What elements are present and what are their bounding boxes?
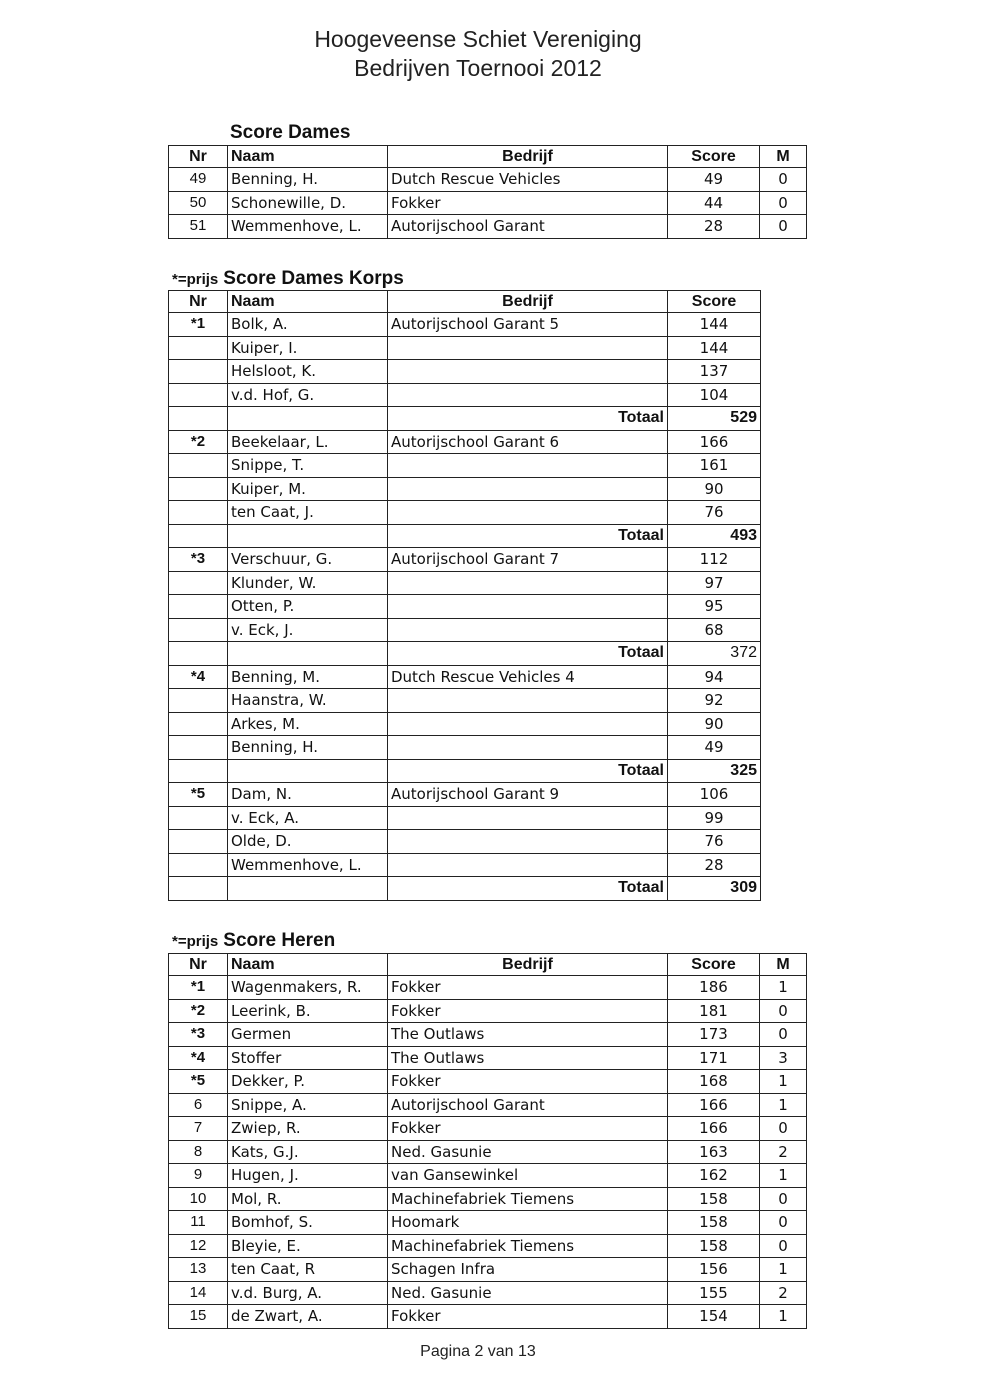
cell-naam: Hugen, J. (228, 1164, 388, 1188)
table-row (169, 215, 807, 239)
table-row (169, 1023, 807, 1047)
table-row (169, 976, 807, 1000)
table-row (169, 783, 761, 807)
cell-naam (228, 877, 388, 901)
cell-m: 0 (760, 215, 807, 239)
table-row (169, 1117, 807, 1141)
cell-nr: 10 (169, 1187, 228, 1211)
cell-nr: *1 (169, 976, 228, 1000)
total-value: 529 (668, 407, 761, 431)
cell-score: 186 (668, 976, 760, 1000)
header-naam: Naam (228, 954, 388, 976)
cell-m: 0 (760, 191, 807, 215)
cell-nr: 11 (169, 1211, 228, 1235)
cell-m: 1 (760, 1070, 807, 1094)
cell-score: 68 (668, 618, 761, 642)
cell-bedrijf (388, 689, 668, 713)
cell-naam: de Zwart, A. (228, 1305, 388, 1329)
cell-naam: Verschuur, G. (228, 548, 388, 572)
cell-naam: Bleyie, E. (228, 1234, 388, 1258)
cell-score: 97 (668, 571, 761, 595)
cell-score: 94 (668, 665, 761, 689)
cell-score: 90 (668, 477, 761, 501)
cell-naam: Kats, G.J. (228, 1140, 388, 1164)
cell-m: 1 (760, 976, 807, 1000)
cell-score: 99 (668, 806, 761, 830)
cell-nr: 13 (169, 1258, 228, 1282)
cell-bedrijf (388, 336, 668, 360)
table-row (169, 1258, 807, 1282)
cell-bedrijf (388, 806, 668, 830)
header-naam: Naam (228, 146, 388, 168)
cell-score: 154 (668, 1305, 760, 1329)
cell-score: 166 (668, 1093, 760, 1117)
cell-score: 161 (668, 454, 761, 478)
cell-bedrijf (388, 618, 668, 642)
header-bedrijf: Bedrijf (388, 954, 668, 976)
table-row (169, 665, 761, 689)
cell-bedrijf: Ned. Gasunie (388, 1140, 668, 1164)
table-row (169, 1046, 807, 1070)
cell-nr: 12 (169, 1234, 228, 1258)
table-heren (168, 953, 807, 1329)
cell-nr: *3 (169, 1023, 228, 1047)
cell-nr (169, 360, 228, 384)
document-subtitle: Bedrijven Toernooi 2012 (354, 55, 602, 81)
cell-naam: Olde, D. (228, 830, 388, 854)
cell-m: 0 (760, 1187, 807, 1211)
table-row (169, 1187, 807, 1211)
table-row (169, 618, 761, 642)
table-row (169, 383, 761, 407)
total-label: Totaal (388, 524, 668, 548)
cell-bedrijf: Autorijschool Garant (388, 215, 668, 239)
cell-bedrijf: The Outlaws (388, 1046, 668, 1070)
cell-naam (228, 524, 388, 548)
cell-naam: Kuiper, M. (228, 477, 388, 501)
table-row (169, 360, 761, 384)
header-bedrijf: Bedrijf (388, 146, 668, 168)
table-header-row (169, 291, 761, 313)
cell-m: 1 (760, 1164, 807, 1188)
cell-bedrijf: Ned. Gasunie (388, 1281, 668, 1305)
cell-bedrijf: Fokker (388, 191, 668, 215)
cell-bedrijf: Fokker (388, 1070, 668, 1094)
cell-nr: *3 (169, 548, 228, 572)
cell-score: 181 (668, 999, 760, 1023)
cell-nr: *4 (169, 665, 228, 689)
cell-bedrijf: Autorijschool Garant 9 (388, 783, 668, 807)
cell-bedrijf: Schagen Infra (388, 1258, 668, 1282)
cell-m: 3 (760, 1046, 807, 1070)
table-row (169, 336, 761, 360)
cell-score: 166 (668, 1117, 760, 1141)
cell-nr: 50 (169, 191, 228, 215)
cell-naam (228, 407, 388, 431)
cell-naam: Benning, H. (228, 736, 388, 760)
cell-nr (169, 736, 228, 760)
cell-nr: *5 (169, 783, 228, 807)
cell-bedrijf (388, 736, 668, 760)
cell-naam: Helsloot, K. (228, 360, 388, 384)
table-row (169, 430, 761, 454)
table-row (169, 571, 761, 595)
cell-m: 1 (760, 1258, 807, 1282)
cell-bedrijf: Autorijschool Garant 7 (388, 548, 668, 572)
cell-nr: 14 (169, 1281, 228, 1305)
cell-m: 0 (760, 1234, 807, 1258)
table-row (169, 1234, 807, 1258)
header-naam: Naam (228, 291, 388, 313)
cell-score: 158 (668, 1211, 760, 1235)
table-row (169, 1281, 807, 1305)
total-row (169, 524, 761, 548)
header-score: Score (668, 146, 760, 168)
cell-nr (169, 642, 228, 666)
cell-nr (169, 524, 228, 548)
total-row (169, 407, 761, 431)
total-label: Totaal (388, 407, 668, 431)
table-row (169, 999, 807, 1023)
header-score: Score (668, 291, 761, 313)
cell-naam: Wagenmakers, R. (228, 976, 388, 1000)
section-title-heren-text: Score Heren (223, 930, 336, 951)
cell-bedrijf: Dutch Rescue Vehicles 4 (388, 665, 668, 689)
table-row (169, 168, 807, 192)
cell-nr (169, 571, 228, 595)
cell-score: 106 (668, 783, 761, 807)
cell-m: 0 (760, 1117, 807, 1141)
section-title-dames-text: Score Dames (230, 122, 351, 143)
cell-score: 49 (668, 168, 760, 192)
section-title-korps (172, 268, 404, 290)
cell-bedrijf (388, 383, 668, 407)
table-row (169, 689, 761, 713)
cell-naam: v. Eck, J. (228, 618, 388, 642)
cell-bedrijf (388, 454, 668, 478)
cell-nr: 51 (169, 215, 228, 239)
table-row (169, 830, 761, 854)
table-dames (168, 145, 807, 239)
total-label: Totaal (388, 877, 668, 901)
table-row (169, 1211, 807, 1235)
cell-bedrijf: Fokker (388, 999, 668, 1023)
table-row (169, 712, 761, 736)
cell-naam: Schonewille, D. (228, 191, 388, 215)
table-row (169, 191, 807, 215)
cell-nr: *2 (169, 999, 228, 1023)
cell-naam: Snippe, T. (228, 454, 388, 478)
header-nr: Nr (169, 954, 228, 976)
cell-score: 90 (668, 712, 761, 736)
cell-naam: Leerink, B. (228, 999, 388, 1023)
cell-bedrijf: Fokker (388, 1117, 668, 1141)
cell-score: 49 (668, 736, 761, 760)
table-row (169, 477, 761, 501)
cell-score: 112 (668, 548, 761, 572)
cell-score: 76 (668, 501, 761, 525)
header-nr: Nr (169, 146, 228, 168)
cell-nr (169, 336, 228, 360)
cell-nr (169, 477, 228, 501)
header-score: Score (668, 954, 760, 976)
cell-nr (169, 806, 228, 830)
cell-score: 137 (668, 360, 761, 384)
cell-score: 28 (668, 215, 760, 239)
header-bedrijf: Bedrijf (388, 291, 668, 313)
cell-naam: Otten, P. (228, 595, 388, 619)
cell-nr: 6 (169, 1093, 228, 1117)
cell-nr: 9 (169, 1164, 228, 1188)
cell-score: 155 (668, 1281, 760, 1305)
cell-naam: Arkes, M. (228, 712, 388, 736)
cell-naam: Haanstra, W. (228, 689, 388, 713)
table-row (169, 853, 761, 877)
cell-nr (169, 501, 228, 525)
cell-score: 144 (668, 336, 761, 360)
cell-naam (228, 642, 388, 666)
cell-bedrijf: Autorijschool Garant 6 (388, 430, 668, 454)
table-row (169, 1070, 807, 1094)
cell-nr (169, 830, 228, 854)
cell-bedrijf: Machinefabriek Tiemens (388, 1187, 668, 1211)
cell-score: 95 (668, 595, 761, 619)
cell-score: 168 (668, 1070, 760, 1094)
document-title: Hoogeveense Schiet Vereniging (314, 26, 642, 52)
cell-naam: Germen (228, 1023, 388, 1047)
cell-naam: Wemmenhove, L. (228, 853, 388, 877)
cell-score: 162 (668, 1164, 760, 1188)
cell-nr: 15 (169, 1305, 228, 1329)
total-row (169, 642, 761, 666)
cell-score: 166 (668, 430, 761, 454)
cell-naam: Snippe, A. (228, 1093, 388, 1117)
cell-naam: v.d. Burg, A. (228, 1281, 388, 1305)
table-row (169, 1164, 807, 1188)
cell-m: 1 (760, 1093, 807, 1117)
section-title-dames (230, 122, 350, 144)
cell-bedrijf (388, 501, 668, 525)
cell-nr: *4 (169, 1046, 228, 1070)
cell-m: 0 (760, 168, 807, 192)
table-row (169, 501, 761, 525)
cell-score: 173 (668, 1023, 760, 1047)
cell-score: 163 (668, 1140, 760, 1164)
cell-naam: Benning, H. (228, 168, 388, 192)
prize-legend: *=prijs (172, 933, 219, 950)
cell-nr (169, 689, 228, 713)
total-label: Totaal (388, 642, 668, 666)
cell-naam: Zwiep, R. (228, 1117, 388, 1141)
cell-nr (169, 853, 228, 877)
cell-naam: Wemmenhove, L. (228, 215, 388, 239)
cell-score: 171 (668, 1046, 760, 1070)
total-value: 372 (668, 642, 761, 666)
cell-naam: Mol, R. (228, 1187, 388, 1211)
cell-nr: *5 (169, 1070, 228, 1094)
cell-naam: Beekelaar, L. (228, 430, 388, 454)
total-value: 493 (668, 524, 761, 548)
cell-naam: Bomhof, S. (228, 1211, 388, 1235)
cell-nr (169, 877, 228, 901)
cell-nr: 49 (169, 168, 228, 192)
table-row (169, 736, 761, 760)
cell-naam (228, 759, 388, 783)
cell-nr: 8 (169, 1140, 228, 1164)
cell-nr (169, 712, 228, 736)
cell-naam: Dekker, P. (228, 1070, 388, 1094)
cell-bedrijf: Autorijschool Garant (388, 1093, 668, 1117)
cell-bedrijf: Hoomark (388, 1211, 668, 1235)
cell-nr (169, 454, 228, 478)
section-title-korps-text: Score Dames Korps (223, 268, 404, 289)
cell-naam: Klunder, W. (228, 571, 388, 595)
cell-naam: Stoffer (228, 1046, 388, 1070)
cell-naam: ten Caat, J. (228, 501, 388, 525)
cell-nr (169, 595, 228, 619)
cell-bedrijf (388, 712, 668, 736)
cell-bedrijf: Machinefabriek Tiemens (388, 1234, 668, 1258)
header-m: M (760, 146, 807, 168)
cell-score: 28 (668, 853, 761, 877)
cell-nr: *1 (169, 313, 228, 337)
cell-bedrijf: The Outlaws (388, 1023, 668, 1047)
total-value: 309 (668, 877, 761, 901)
total-label: Totaal (388, 759, 668, 783)
cell-nr (169, 618, 228, 642)
cell-naam: Bolk, A. (228, 313, 388, 337)
cell-naam: Dam, N. (228, 783, 388, 807)
cell-score: 92 (668, 689, 761, 713)
header-m: M (760, 954, 807, 976)
header-nr: Nr (169, 291, 228, 313)
cell-nr (169, 759, 228, 783)
cell-bedrijf: Dutch Rescue Vehicles (388, 168, 668, 192)
cell-bedrijf (388, 830, 668, 854)
cell-m: 1 (760, 1305, 807, 1329)
cell-bedrijf (388, 595, 668, 619)
total-value: 325 (668, 759, 761, 783)
cell-naam: ten Caat, R (228, 1258, 388, 1282)
table-dames-korps (168, 290, 761, 901)
cell-nr: *2 (169, 430, 228, 454)
cell-m: 0 (760, 1211, 807, 1235)
prize-legend: *=prijs (172, 271, 219, 288)
table-row (169, 806, 761, 830)
cell-m: 0 (760, 1023, 807, 1047)
cell-bedrijf (388, 853, 668, 877)
table-row (169, 1305, 807, 1329)
table-row (169, 1140, 807, 1164)
cell-nr (169, 407, 228, 431)
section-title-heren (172, 930, 335, 952)
cell-bedrijf: Fokker (388, 1305, 668, 1329)
cell-score: 76 (668, 830, 761, 854)
table-header-row (169, 954, 807, 976)
cell-m: 2 (760, 1140, 807, 1164)
cell-bedrijf: van Gansewinkel (388, 1164, 668, 1188)
cell-m: 2 (760, 1281, 807, 1305)
cell-score: 44 (668, 191, 760, 215)
cell-score: 158 (668, 1187, 760, 1211)
cell-score: 104 (668, 383, 761, 407)
table-row (169, 548, 761, 572)
cell-naam: v. Eck, A. (228, 806, 388, 830)
page-number: Pagina 2 van 13 (420, 1343, 536, 1360)
cell-m: 0 (760, 999, 807, 1023)
table-header-row (169, 146, 807, 168)
cell-score: 144 (668, 313, 761, 337)
cell-bedrijf: Autorijschool Garant 5 (388, 313, 668, 337)
cell-score: 156 (668, 1258, 760, 1282)
cell-bedrijf (388, 360, 668, 384)
cell-bedrijf (388, 477, 668, 501)
table-row (169, 313, 761, 337)
cell-nr (169, 383, 228, 407)
cell-score: 158 (668, 1234, 760, 1258)
table-row (169, 1093, 807, 1117)
cell-bedrijf: Fokker (388, 976, 668, 1000)
table-row (169, 595, 761, 619)
total-row (169, 877, 761, 901)
cell-naam: Kuiper, I. (228, 336, 388, 360)
table-row (169, 454, 761, 478)
cell-nr: 7 (169, 1117, 228, 1141)
cell-naam: Benning, M. (228, 665, 388, 689)
cell-naam: v.d. Hof, G. (228, 383, 388, 407)
total-row (169, 759, 761, 783)
cell-bedrijf (388, 571, 668, 595)
